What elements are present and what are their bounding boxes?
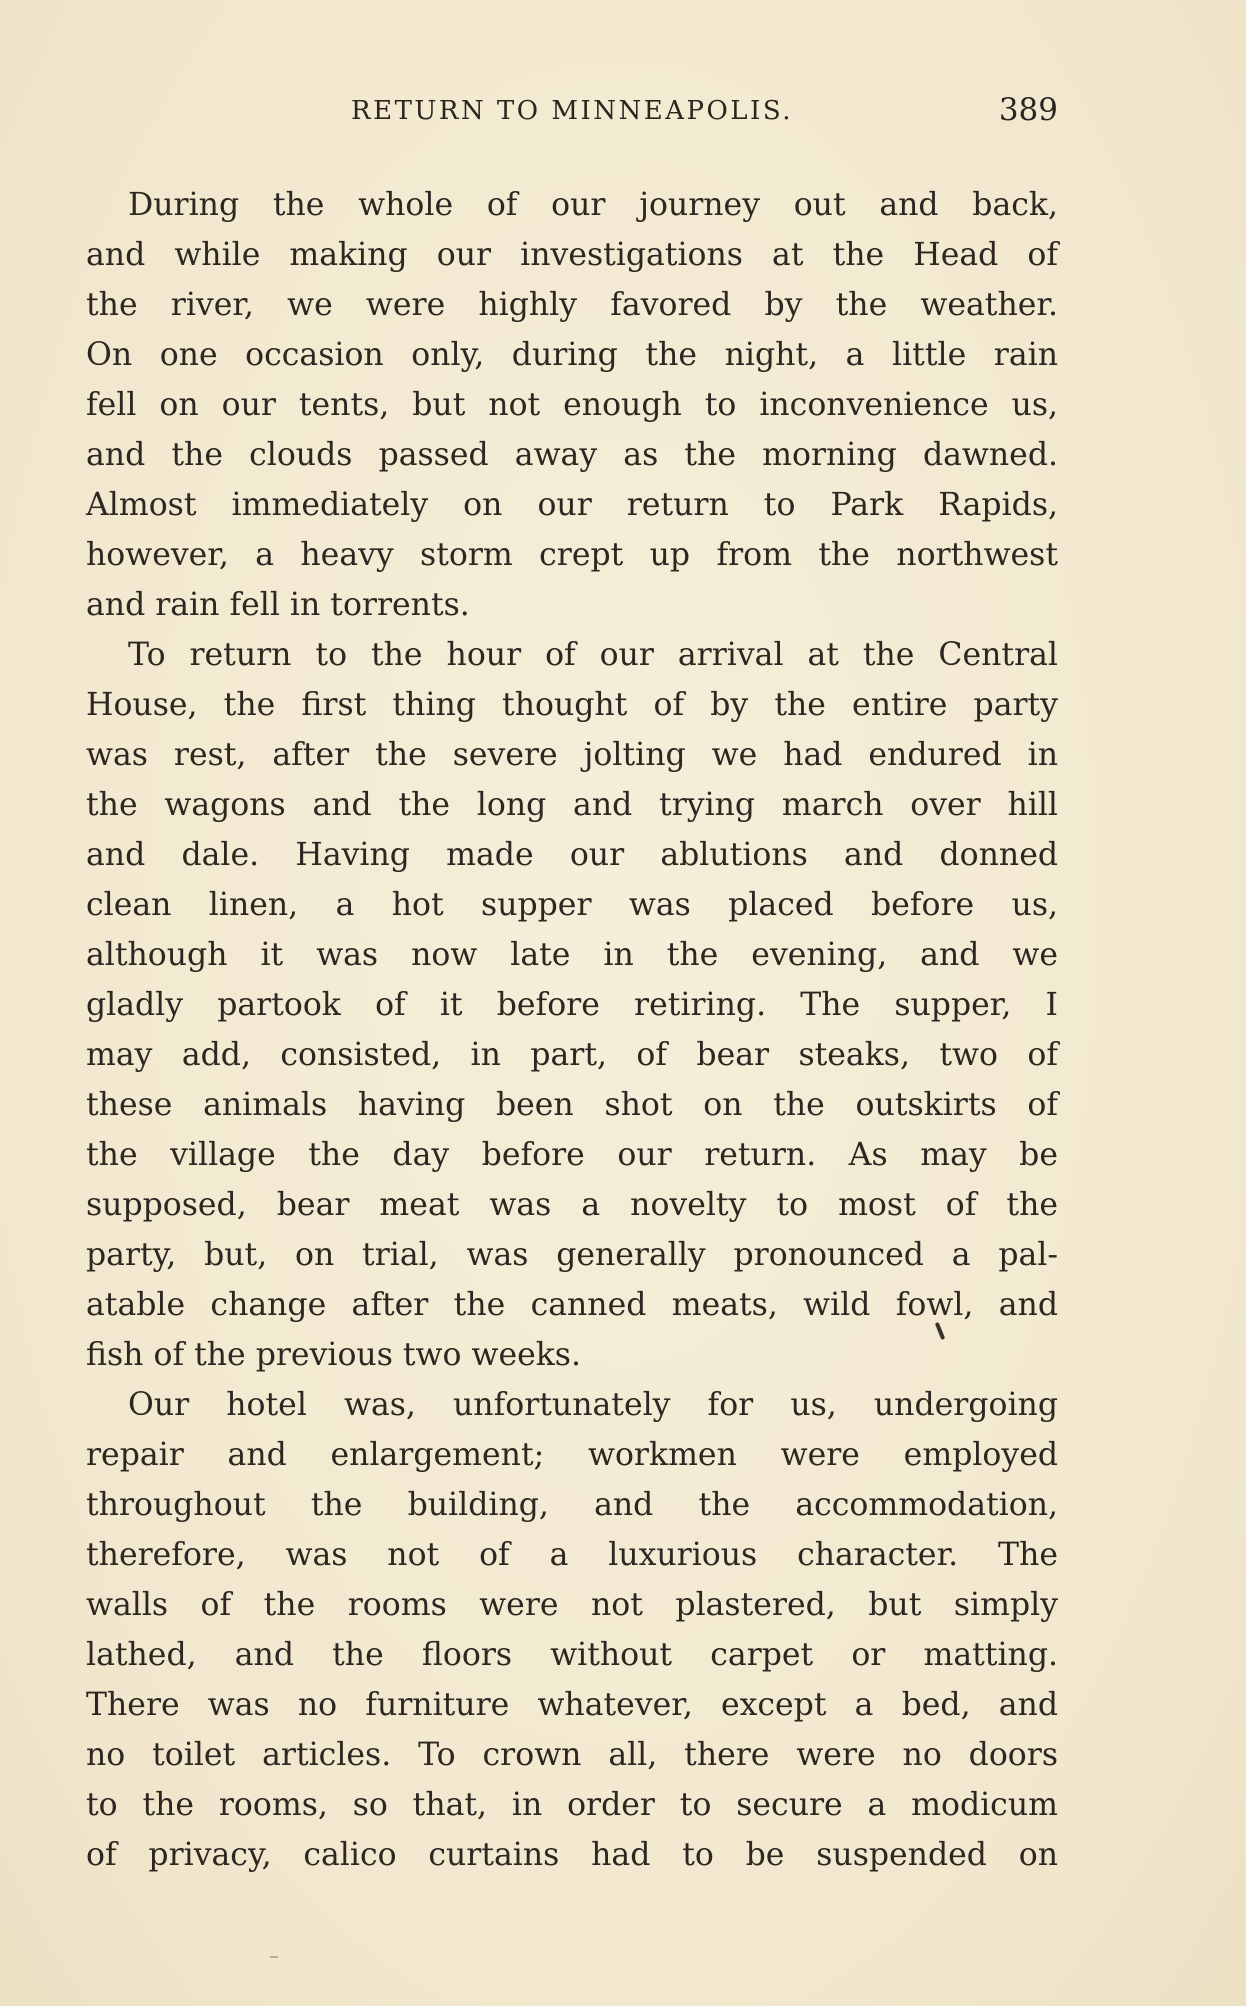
text-line: repair and enlargement; workmen were employed [86,1437,1058,1473]
text-line: throughout the building, and the accommodation, [86,1487,1058,1523]
text-line: to the rooms, so that, in order to secure a modicum [86,1787,1058,1823]
paper-speck [270,1956,278,1958]
text-line: atable change after the canned meats, wild fowl, and [86,1287,1058,1323]
text-line: Our hotel was, unfortunately for us, undergoing [128,1387,1058,1423]
text-line: may add, consisted, in part, of bear steaks, two of [86,1037,1058,1073]
text-line: clean linen, a hot supper was placed before us, [86,887,1058,923]
text-line: gladly partook of it before retiring. The supper, I [86,987,1058,1023]
text-line: no toilet articles. To crown all, there were no doors [86,1737,1058,1773]
text-line: House, the first thing thought of by the entire party [86,687,1058,723]
text-line: fish of the previous two weeks. [86,1337,581,1373]
text-line: of privacy, calico curtains had to be suspended on [86,1837,1058,1873]
text-line: supposed, bear meat was a novelty to most of the [86,1187,1058,1223]
page-number: 389 [998,92,1058,128]
text-line: and the clouds passed away as the morning dawned. [86,437,1058,473]
text-line: although it was now late in the evening, and we [86,937,1058,973]
text-line: On one occasion only, during the night, a little rain [86,337,1058,373]
text-line: and while making our investigations at the Head of [86,237,1058,273]
text-line: fell on our tents, but not enough to inconvenience us, [86,387,1058,423]
text-line: There was no furniture whatever, except a bed, and [86,1687,1058,1723]
text-line: however, a heavy storm crept up from the northwest [86,537,1058,573]
page-header [86,88,1058,134]
text-line: was rest, after the severe jolting we had endured in [86,737,1058,773]
text-line: therefore, was not of a luxurious character. The [86,1537,1058,1573]
text-line: these animals having been shot on the outskirts of [86,1087,1058,1123]
text-line: party, but, on trial, was generally pronounced a pal- [86,1237,1058,1273]
text-line: To return to the hour of our arrival at the Central [128,637,1058,673]
body-text [86,180,1058,1880]
text-line: and dale. Having made our ablutions and donned [86,837,1058,873]
text-line: and rain fell in torrents. [86,587,470,623]
text-line: Almost immediately on our return to Park Rapids, [86,487,1058,523]
text-line: walls of the rooms were not plastered, but simply [86,1587,1058,1623]
text-line: the wagons and the long and trying march over hill [86,787,1058,823]
text-line: the river, we were highly favored by the weather. [86,287,1058,323]
text-line: the village the day before our return. As may be [86,1137,1058,1173]
text-line: lathed, and the floors without carpet or matting. [86,1637,1058,1673]
running-head: RETURN TO MINNEAPOLIS. [351,96,793,126]
text-line: During the whole of our journey out and back, [128,187,1058,223]
